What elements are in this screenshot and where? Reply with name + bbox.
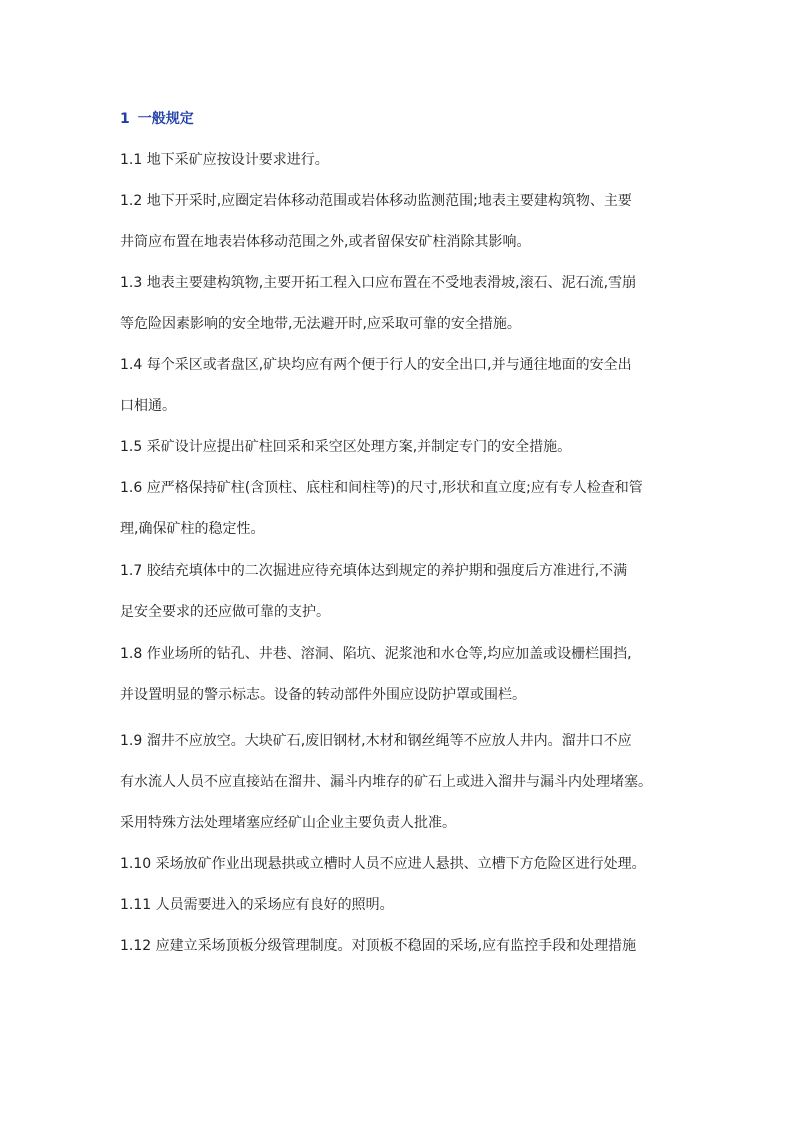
section-heading (120, 108, 194, 128)
text-line: 1.9 溜井不应放空。大块矿石,废旧钢材,木材和钢丝绳等不应放人井内。溜井口不应 (120, 733, 632, 749)
text-line: 足安全要求的还应做可靠的支护。 (120, 604, 330, 620)
text-line: 1.11 人员需要进入的采场应有良好的照明。 (120, 897, 394, 913)
text-line: 1.6 应严格保持矿柱(含顶柱、底柱和间柱等)的尺寸,形状和直立度;应有专人检查和管 (120, 480, 643, 496)
section-title: 一般规定 (137, 111, 194, 127)
text-line: 有水流人人员不应直接站在溜井、漏斗内堆存的矿石上或进入溜井与漏斗内处理堵塞。 (120, 774, 652, 790)
text-line: 1.12 应建立采场顶板分级管理制度。对顶板不稳固的采场,应有监控手段和处理措施 (120, 938, 637, 954)
text-line: 1.7 胶结充填体中的二次掘进应待充填体达到规定的养护期和强度后方准进行,不满 (120, 563, 628, 579)
text-line: 井筒应布置在地表岩体移动范围之外,或者留保安矿柱消除其影响。 (120, 234, 531, 250)
text-line: 1.8 作业场所的钻孔、井巷、溶洞、陷坑、泥浆池和水仓等,均应加盖或设栅栏围挡, (120, 646, 632, 662)
text-line: 1.2 地下开采时,应圈定岩体移动范围或岩体移动监测范围;地表主要建构筑物、主要 (120, 193, 632, 209)
text-line: 1.3 地表主要建构筑物,主要开拓工程入口应布置在不受地表滑坡,滚石、泥石流,雪崩 (120, 275, 637, 291)
section-number: 1 (120, 111, 130, 127)
text-line: 理,确保矿柱的稳定性。 (120, 521, 265, 537)
text-line: 并设置明显的警示标志。设备的转动部件外围应设防护罩或围栏。 (120, 687, 526, 703)
text-line: 1.10 采场放矿作业出现悬拱或立槽时人员不应进人悬拱、立槽下方危险区进行处理。 (120, 856, 646, 872)
text-line: 口相通。 (120, 398, 176, 414)
text-line: 等危险因素影响的安全地带,无法避开时,应采取可靠的安全措施。 (120, 316, 521, 332)
text-line: 采用特殊方法处理堵塞应经矿山企业主要负责人批准。 (120, 815, 456, 831)
text-line: 1.4 每个采区或者盘区,矿块均应有两个便于行人的安全出口,并与通往地面的安全出 (120, 357, 632, 373)
text-line: 1.1 地下采矿应按设计要求进行。 (120, 152, 329, 168)
text-line: 1.5 采矿设计应提出矿柱回采和采空区处理方案,并制定专门的安全措施。 (120, 439, 572, 455)
